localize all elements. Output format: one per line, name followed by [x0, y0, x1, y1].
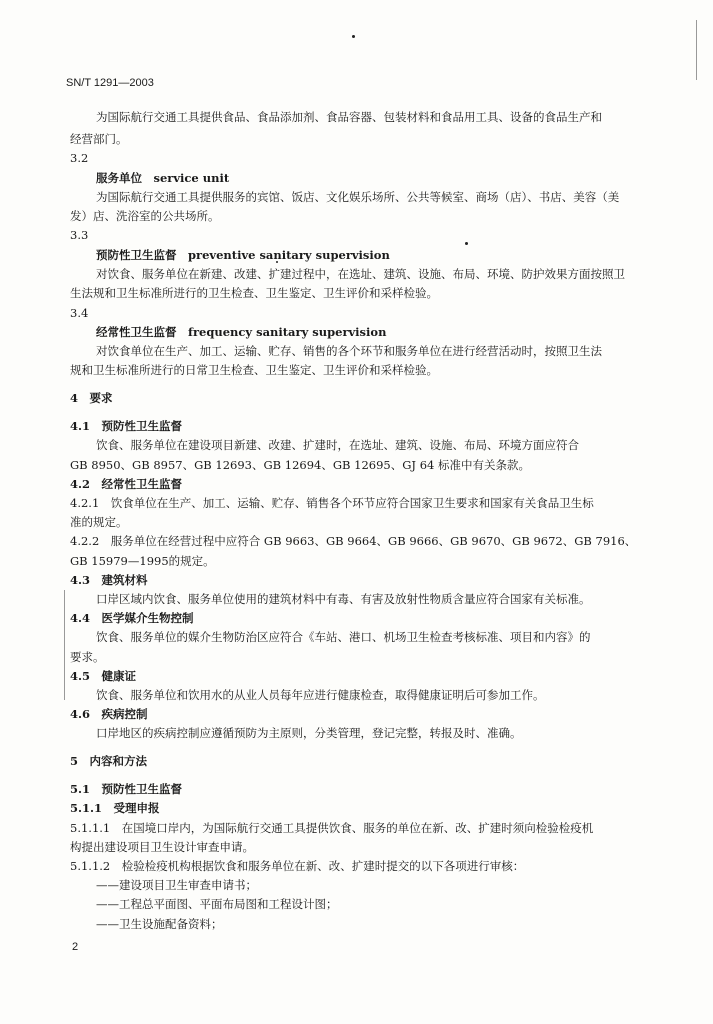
para-line: GB 15979—1995的规定。 — [70, 554, 215, 568]
subsection-heading: 4.2 经常性卫生监督 — [70, 477, 183, 491]
scan-edge-mark — [696, 20, 697, 80]
para-line: 规和卫生标准所进行的日常卫生检查、卫生鉴定、卫生评价和采样检验。 — [70, 363, 438, 377]
para-line: 对饮食单位在生产、加工、运输、贮存、销售的各个环节和服务单位在进行经营活动时，按照卫生法 — [96, 344, 602, 358]
subsection-heading: 4.5 健康证 — [70, 669, 137, 683]
section-heading: 4 要求 — [70, 391, 113, 405]
para-line: 饮食、服务单位在建设项目新建、改建、扩建时，在选址、建筑、设施、布局、环境方面应符合 — [96, 438, 579, 452]
para-line: 要求。 — [70, 650, 105, 664]
subsection-heading: 5.1 预防性卫生监督 — [70, 782, 183, 796]
subsection-heading: 4.1 预防性卫生监督 — [70, 419, 183, 433]
para-line: 经营部门。 — [70, 132, 128, 146]
scan-speck — [352, 35, 355, 38]
subsection-heading: 4.3 建筑材料 — [70, 573, 148, 587]
list-item: ——建设项目卫生审查申请书； — [96, 878, 257, 892]
para-line: GB 8950、GB 8957、GB 12693、GB 12694、GB 12695、GJ 64 标准中有关条款。 — [70, 458, 530, 472]
para-line: 饮食、服务单位的媒介生物防治区应符合《车站、港口、机场卫生检查考核标准、项目和内容》的 — [96, 630, 591, 644]
scan-edge-mark — [64, 590, 65, 700]
section-number: 3.2 — [70, 151, 89, 165]
term-heading: 服务单位 service unit — [96, 171, 230, 185]
para-line: 口岸区域内饮食、服务单位使用的建筑材料中有毒、有害及放射性物质含量应符合国家有关标准。 — [96, 592, 591, 606]
para-line: 对饮食、服务单位在新建、改建、扩建过程中，在选址、建筑、设施、布局、环境、防护效果方面按照卫 — [96, 267, 625, 281]
section-heading: 5 内容和方法 — [70, 754, 148, 768]
scan-speck — [465, 242, 468, 245]
list-item: ——卫生设施配备资料； — [96, 917, 223, 931]
section-number: 3.4 — [70, 306, 89, 320]
para-line: 为国际航行交通工具提供服务的宾馆、饭店、文化娱乐场所、公共等候室、商场（店）、书店、美容（美 — [96, 190, 620, 204]
subsection-heading: 4.6 疾病控制 — [70, 707, 148, 721]
para-line: 饮食、服务单位和饮用水的从业人员每年应进行健康检查，取得健康证明后可参加工作。 — [96, 688, 545, 702]
section-number: 3.3 — [70, 228, 89, 242]
term-heading: 经常性卫生监督 frequency sanitary supervision — [96, 325, 387, 339]
para-line: 5.1.1.1 在国境口岸内，为国际航行交通工具提供饮食、服务的单位在新、改、扩建时须向检验检疫机 — [70, 821, 594, 835]
para-line: 发）店、洗浴室的公共场所。 — [70, 209, 220, 223]
para-line: 构提出建设项目卫生设计审查申请。 — [70, 840, 254, 854]
para-line: 为国际航行交通工具提供食品、食品添加剂、食品容器、包装材料和食品用工具、设备的食品生产和 — [96, 110, 602, 124]
para-line: 4.2.2 服务单位在经营过程中应符合 GB 9663、GB 9664、GB 9666、GB 9670、GB 9672、GB 7916、 — [70, 534, 637, 548]
subsection-heading: 4.4 医学媒介生物控制 — [70, 611, 194, 625]
para-line: 准的规定。 — [70, 515, 128, 529]
list-item: ——工程总平面图、平面布局图和工程设计图； — [96, 897, 338, 911]
para-line: 生法规和卫生标准所进行的卫生检查、卫生鉴定、卫生评价和采样检验。 — [70, 286, 438, 300]
term-heading: 预防性卫生监督 preventive sanitary supervision — [96, 248, 390, 262]
para-line: 口岸地区的疾病控制应遵循预防为主原则，分类管理，登记完整，转报及时、准确。 — [96, 726, 522, 740]
standard-number-header: SN/T 1291—2003 — [66, 77, 154, 89]
page-number: 2 — [72, 941, 79, 953]
para-line: 4.2.1 饮食单位在生产、加工、运输、贮存、销售各个环节应符合国家卫生要求和国家有关食品卫生标 — [70, 496, 594, 510]
para-line: 5.1.1.2 检验检疫机构根据饮食和服务单位在新、改、扩建时提交的以下各项进行审核： — [70, 859, 525, 873]
subsection-heading: 5.1.1 受理申报 — [70, 801, 160, 815]
